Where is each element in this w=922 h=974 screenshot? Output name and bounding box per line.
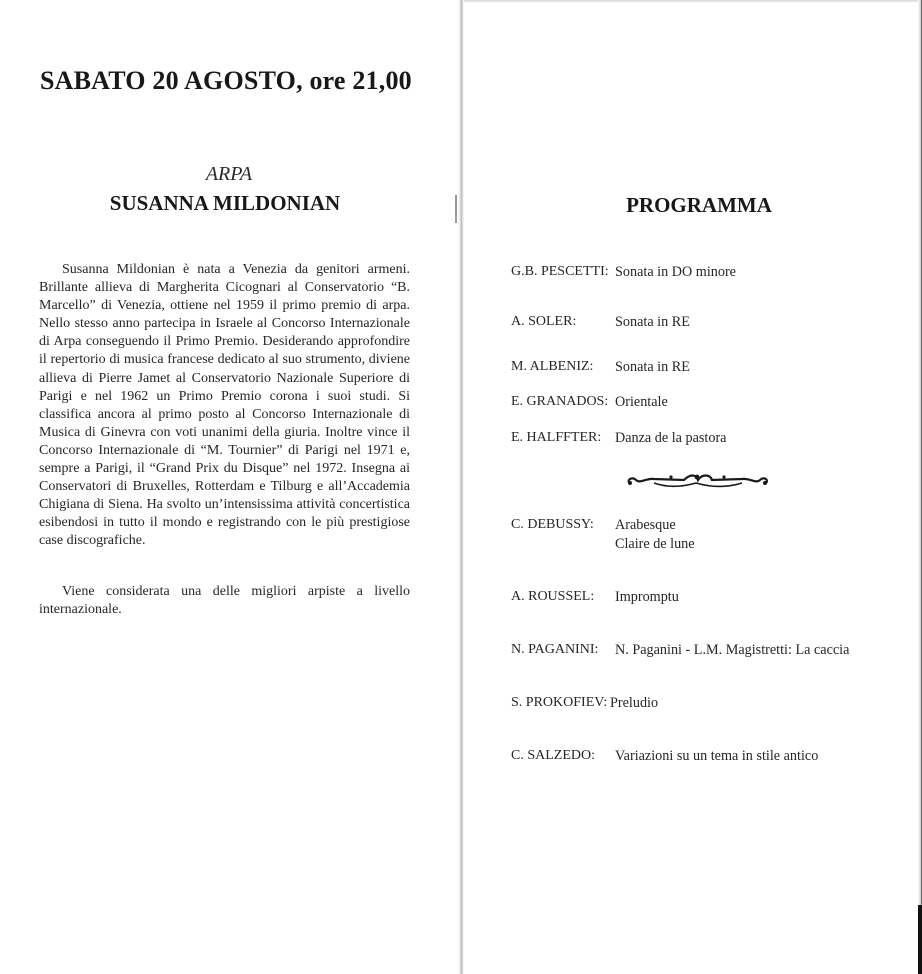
decorative-flourish-icon: [624, 470, 770, 494]
performer-name: SUSANNA MILDONIAN: [109, 191, 341, 215]
work-title: Impromptu: [615, 589, 679, 605]
work-title: Orientale: [615, 394, 668, 410]
composer-name: E. HALFFTER:: [511, 430, 602, 445]
biography-paragraph: Susanna Mildonian è nata a Venezia da genitori armeni. Brillante allieva di Margherita Cicognari al Conservatorio “B. Marcello” di Venezia, ottiene nel 1959 il primo premio di arpa. Nello stesso anno partecipa in Israele al Concorso Internazionale di Arpa conseguendo il Primo Premio. Desiderando approfondire il repertorio di musica francese dedicato al suo strumento, diviene allieva di Pierre Jamet al Conservatorio Nazionale Superiore di Parigi e nel 1962 un Primo Premio corona i suoi studi. Si classifica ancora al primo posto al Concorso Internazionale di Musica di Ginevra con voti unanimi della giuria. Inoltre vince il Concorso Internazionale di “M. Tournier” di Parigi nel 1971 e, sempre a Parigi, il “Grand Prix du Disque” nel 1972. Insegna ai Conservatori di Bruxelles, Rotterdam e Tilburg e all’Accademia Chigiana di Siena. Ha svolto un’intensissima attività concertistica esibendosi in tutto il mondo e registrando con le più prestigiose case discografiche.: [39, 262, 410, 549]
instrument-label: ARPA: [205, 163, 253, 185]
composer-name: E. GRANADOS:: [511, 394, 609, 409]
composer-name: N. PAGANINI:: [511, 642, 599, 657]
composer-name: A. SOLER:: [511, 314, 577, 329]
work-title: Sonata in RE: [615, 314, 690, 330]
concert-date-heading: SABATO 20 AGOSTO, ore 21,00: [40, 66, 412, 95]
work-title: Danza de la pastora: [615, 430, 727, 446]
work-title: Sonata in DO minore: [615, 264, 736, 280]
right-page: [464, 0, 918, 974]
page-right-edge-shadow: [918, 905, 922, 974]
work-title: Preludio: [610, 695, 659, 711]
composer-name: C. SALZEDO:: [511, 748, 595, 763]
composer-name: G.B. PESCETTI:: [511, 264, 609, 279]
programme-title: PROGRAMMA: [626, 193, 772, 217]
work-title: Claire de lune: [615, 536, 695, 552]
work-title: Variazioni su un tema in stile antico: [615, 748, 819, 764]
left-page: [0, 0, 458, 974]
work-title: Sonata in RE: [615, 359, 690, 375]
composer-name: A. ROUSSEL:: [511, 589, 595, 604]
biography-paragraph: Viene considerata una delle migliori arpiste a livello internazionale.: [39, 584, 410, 618]
work-title: N. Paganini - L.M. Magistretti: La caccia: [615, 642, 850, 658]
composer-name: S. PROKOFIEV:: [511, 695, 608, 710]
composer-name: C. DEBUSSY:: [511, 517, 594, 532]
page-right-edge: [918, 0, 922, 974]
composer-name: M. ALBENIZ:: [511, 359, 594, 374]
work-title: Arabesque: [615, 517, 676, 533]
